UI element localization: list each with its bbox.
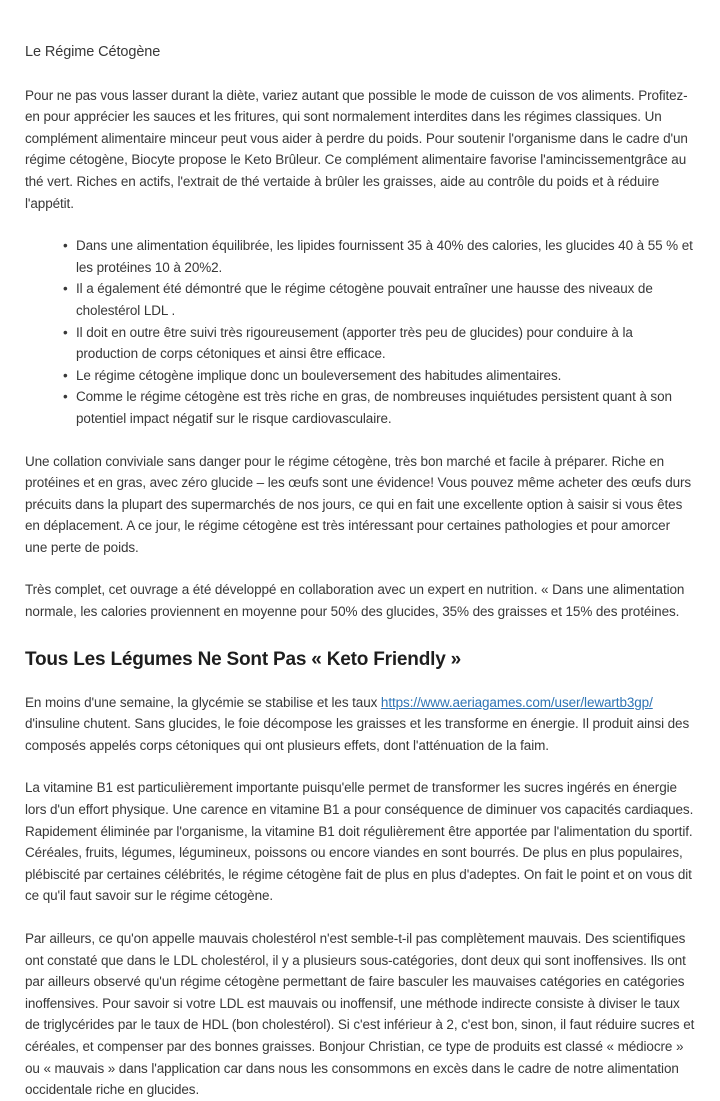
paragraph-link-before: En moins d'une semaine, la glycémie se stabilise et les taux — [25, 694, 378, 710]
list-item — [63, 278, 695, 321]
list-item-text: Il a également été démontré que le régime cétogène pouvait entraîner une hausse des niveaux de cholestérol LDL . — [76, 281, 653, 318]
bullet-marker: • — [63, 389, 68, 405]
section-heading-keto-friendly: Tous Les Légumes Ne Sont Pas « Keto Friendly » — [25, 648, 462, 670]
bullet-marker: • — [63, 367, 68, 383]
paragraph-with-link — [25, 692, 695, 757]
aeriagames-hyperlink[interactable]: https://www.aeriagames.com/user/lewartb3gp/ — [380, 694, 653, 710]
document-title: Le Régime Cétogène — [25, 44, 161, 60]
bullet-marker: • — [63, 281, 68, 297]
list-item-text: Le régime cétogène implique donc un bouleversement des habitudes alimentaires. — [76, 367, 562, 383]
bullet-marker: • — [63, 238, 68, 254]
bullet-list — [25, 235, 695, 429]
list-item — [63, 365, 695, 387]
list-item-text: Comme le régime cétogène est très riche en gras, de nombreuses inquiétudes persistent quant à son potentiel impact négatif sur le risque cardiovasculaire. — [76, 389, 672, 426]
list-item-text: Il doit en outre être suivi très rigoureusement (apporter très peu de glucides) pour conduire à la production de corps cétoniques et ainsi être efficace. — [76, 324, 633, 362]
paragraph-vitamin: La vitamine B1 est particulièrement importante puisqu'elle permet de transformer les sucres ingérés en énergie lors d'un effort physique. Une carence en vitamine B1 a pour conséquence de diminuer vos capacités cardiaques. Rapidement éliminée par l'organisme, la vitamine B1 doit régulièrement être apportée par l'alimentation du sportif. Céréales, fruits, légumes, légumineux, poissons ou encore viandes en sont bourrés. De plus en plus populaires, plébiscité par certaines célébrités, le régime cétogène fait de plus en plus d'adeptes. On fait le point et on vous dit ce qu'il faut savoir sur le régime cétogène. — [25, 780, 694, 904]
list-item-text: Dans une alimentation équilibrée, les lipides fournissent 35 à 40% des calories, les glucides 40 à 55 % et les protéines 10 à 20%2. — [76, 238, 693, 275]
list-item — [63, 322, 695, 365]
paragraph-link-after: d'insuline chutent. Sans glucides, le foie décompose les graisses et les transforme en énergie. Il produit ainsi des composés appelés corps cétoniques qui ont plusieurs effets, dont l'atténuation de la faim. — [25, 716, 690, 753]
bullet-marker: • — [63, 324, 68, 340]
paragraph-snack: Une collation conviviale sans danger pour le régime cétogène, très bon marché et facile à préparer. Riche en protéines et en gras, avec zéro glucide – les œufs sont une évidence! Vous pouvez même acheter des œufs durs précuits dans la plupart des supermarchés de nos jours, ce qui en fait une excellente option à saisir si vous êtes en déplacement. A ce jour, le régime cétogène est très intéressant pour certaines pathologies et pour amorcer une perte de poids. — [25, 453, 692, 555]
paragraph-book: Très complet, cet ouvrage a été développé en collaboration avec un expert en nutrition. « Dans une alimentation normale, les calories proviennent en moyenne pour 50% des glucides, 35% des graisses et 15% des protéines. — [25, 582, 685, 620]
list-item — [63, 386, 695, 429]
list-item — [63, 235, 695, 278]
paragraph-cholesterol: Par ailleurs, ce qu'on appelle mauvais cholestérol n'est semble-t-il pas complètement mauvais. Des scientifiques ont constaté que dans le LDL cholestérol, il y a plusieurs sous-catégories, dont deux qui sont inoffensives. Ils ont par ailleurs observé qu'un régime cétogène permettant de faire basculer les mauvaises catégories en catégories inoffensives. Pour savoir si votre LDL est mauvais ou inoffensif, une méthode indirecte consiste à diviser le taux de triglycérides par le taux de HDL (bon cholestérol). Si c'est inférieur à 2, c'est bon, sinon, il faut réduire sucres et céréales, et compenser par des bonnes graisses. Bonjour Christian, ce type de produits est classé « médiocre » ou « mauvais » dans l'application car dans nous les consommons en excès dans le cadre de notre alimentation occidentale riche en glucides. — [25, 931, 695, 1098]
paragraph-intro: Pour ne pas vous lasser durant la diète, variez autant que possible le mode de cuisson de vos aliments. Profitez-en pour apprécier les sauces et les fritures, qui sont normalement interdites dans les régimes classiques. Un complément alimentaire minceur peut vous aider à perdre du poids. Pour soutenir l'organisme dans le cadre d'un régime cétogène, Biocyte propose le Keto Brûleur. Ce complément alimentaire favorise l'amincissementgrâce au thé vert. Riches en actifs, l'extrait de thé vertaide à brûler les graisses, aide au contrôle du poids et à réduire l'appétit. — [25, 87, 688, 211]
